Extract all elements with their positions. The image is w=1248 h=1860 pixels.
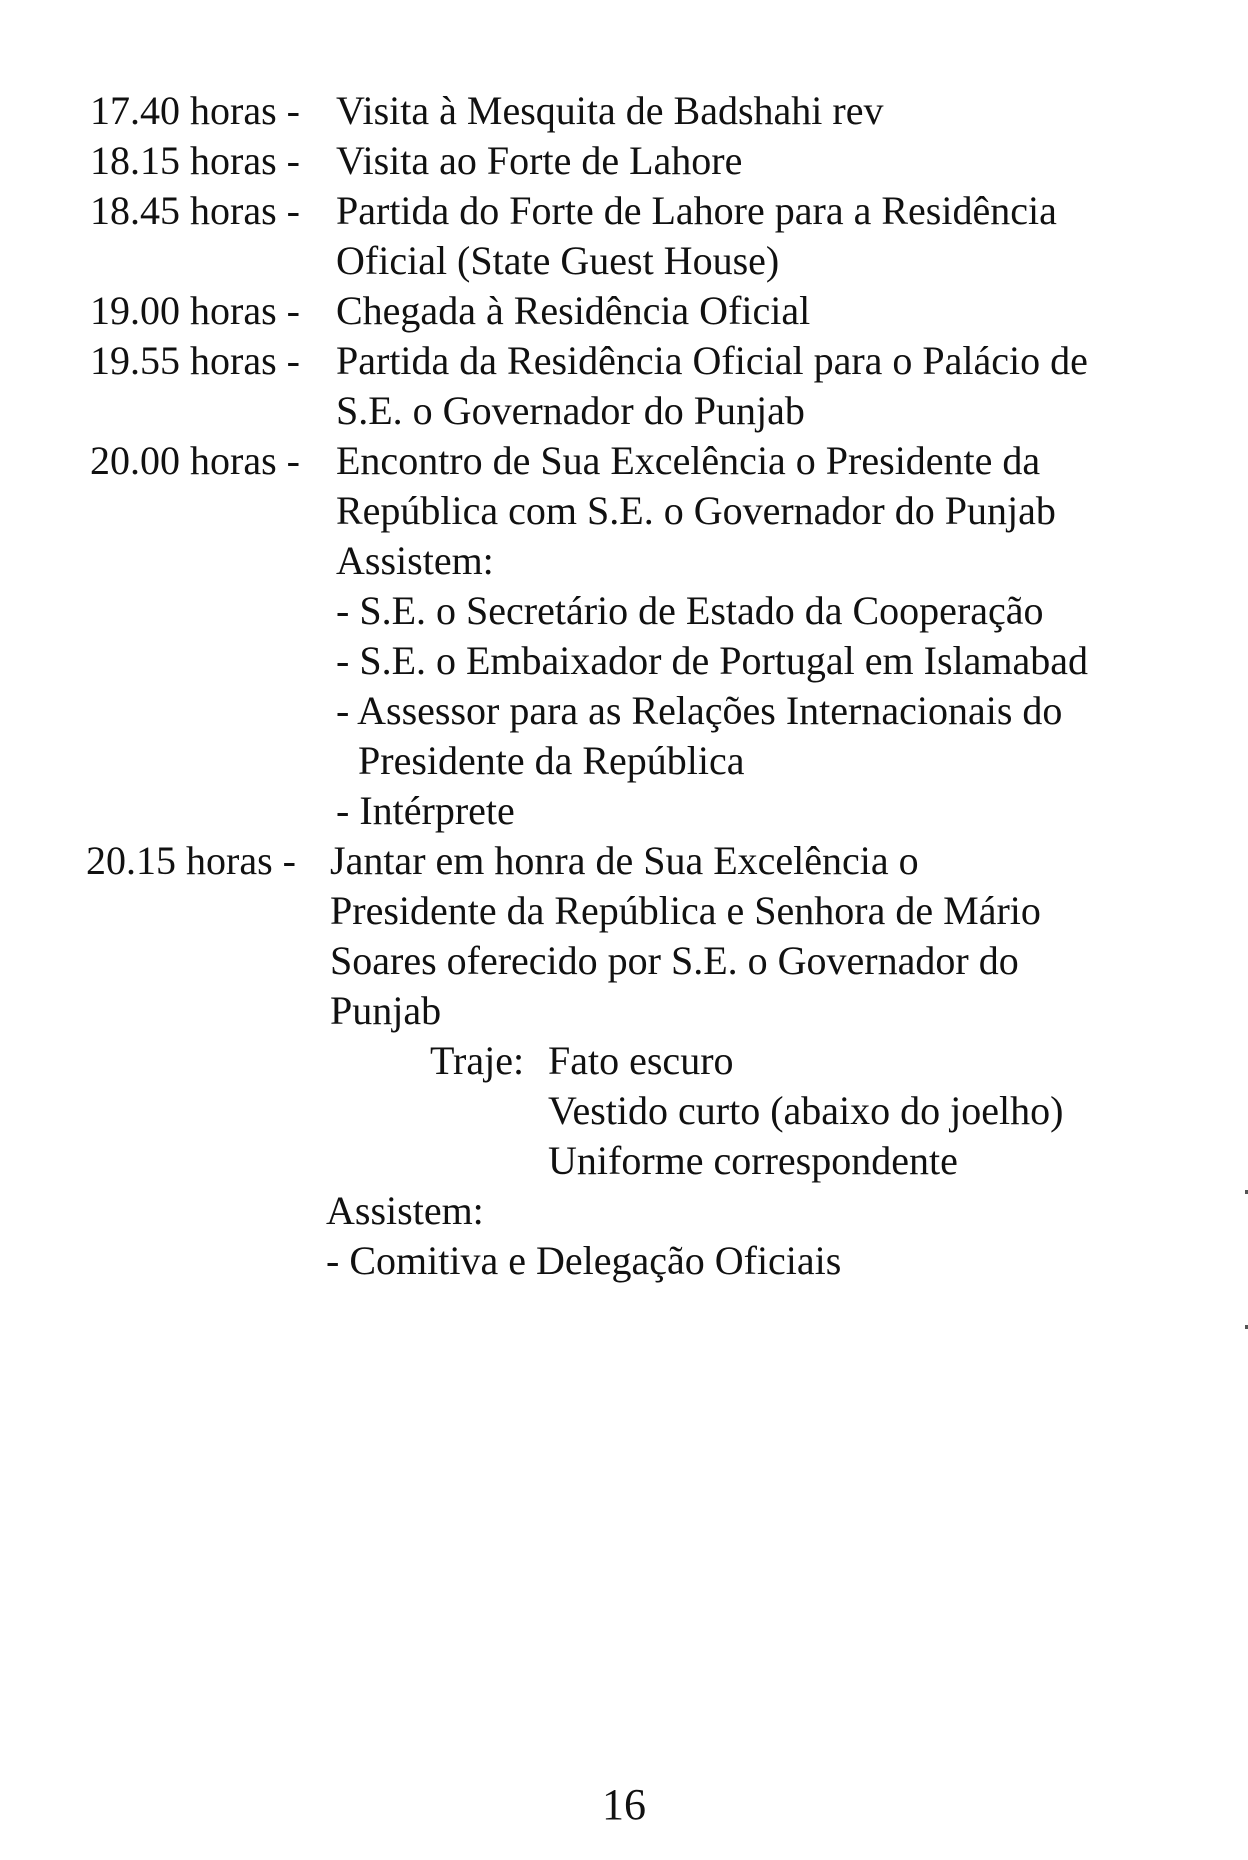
entry-line: Jantar em honra de Sua Excelência o — [330, 838, 919, 883]
dress-code-option: Uniforme correspondente — [548, 1138, 958, 1183]
entry-time: 17.40 horas - — [90, 88, 300, 133]
entry-time: 20.15 horas - — [86, 838, 296, 883]
attendee-item: - Comitiva e Delegação Oficiais — [326, 1238, 842, 1283]
entry-description — [336, 436, 1088, 836]
entry-line: República com S.E. o Governador do Punjab — [336, 488, 1056, 533]
attendees-label: Assistem: — [326, 1188, 484, 1233]
page-number: 16 — [602, 1780, 646, 1829]
attendees-label: Assistem: — [336, 538, 494, 583]
entry-line: Chegada à Residência Oficial — [336, 288, 811, 333]
attendee-item: - S.E. o Secretário de Estado da Cooperação — [336, 588, 1044, 633]
entry-time: 18.15 horas - — [90, 138, 300, 183]
entry-description — [336, 336, 1088, 436]
entry-line: Visita ao Forte de Lahore — [336, 138, 743, 183]
entry-description — [336, 186, 1057, 286]
entry-description — [330, 836, 1041, 1036]
attendee-item: - Intérprete — [336, 788, 515, 833]
entry-line: Encontro de Sua Excelência o Presidente da — [336, 438, 1041, 483]
attendee-item: - S.E. o Embaixador de Portugal em Islamabad — [336, 638, 1089, 683]
attendee-item: - Assessor para as Relações Internacionais do — [336, 688, 1063, 733]
entry-line: Oficial (State Guest House) — [336, 238, 780, 283]
entry-time: 20.00 horas - — [90, 438, 300, 483]
dress-code-label: Traje: — [430, 1038, 525, 1083]
entry-line: Punjab — [330, 988, 442, 1033]
dress-code-option: Fato escuro — [548, 1038, 734, 1083]
entry-time: 19.00 horas - — [90, 288, 300, 333]
entry-line: Visita à Mesquita de Badshahi rev — [336, 88, 884, 133]
entry-description — [336, 136, 742, 186]
entry-line: Presidente da República e Senhora de Mário — [330, 888, 1041, 933]
dress-code-option: Vestido curto (abaixo do joelho) — [548, 1088, 1064, 1133]
dress-code-options — [548, 1036, 1063, 1186]
entry-time: 18.45 horas - — [90, 188, 300, 233]
attendee-item-continued: Presidente da República — [358, 738, 745, 783]
entry-line: Partida do Forte de Lahore para a Residência — [336, 188, 1057, 233]
entry-time: 19.55 horas - — [90, 338, 300, 383]
entry-line: S.E. o Governador do Punjab — [336, 388, 805, 433]
entry-description — [336, 286, 810, 336]
dinner-attendees — [326, 1186, 841, 1286]
entry-line: Soares oferecido por S.E. o Governador do — [330, 938, 1019, 983]
entry-description — [336, 86, 883, 136]
entry-line: Partida da Residência Oficial para o Palácio de — [336, 338, 1088, 383]
